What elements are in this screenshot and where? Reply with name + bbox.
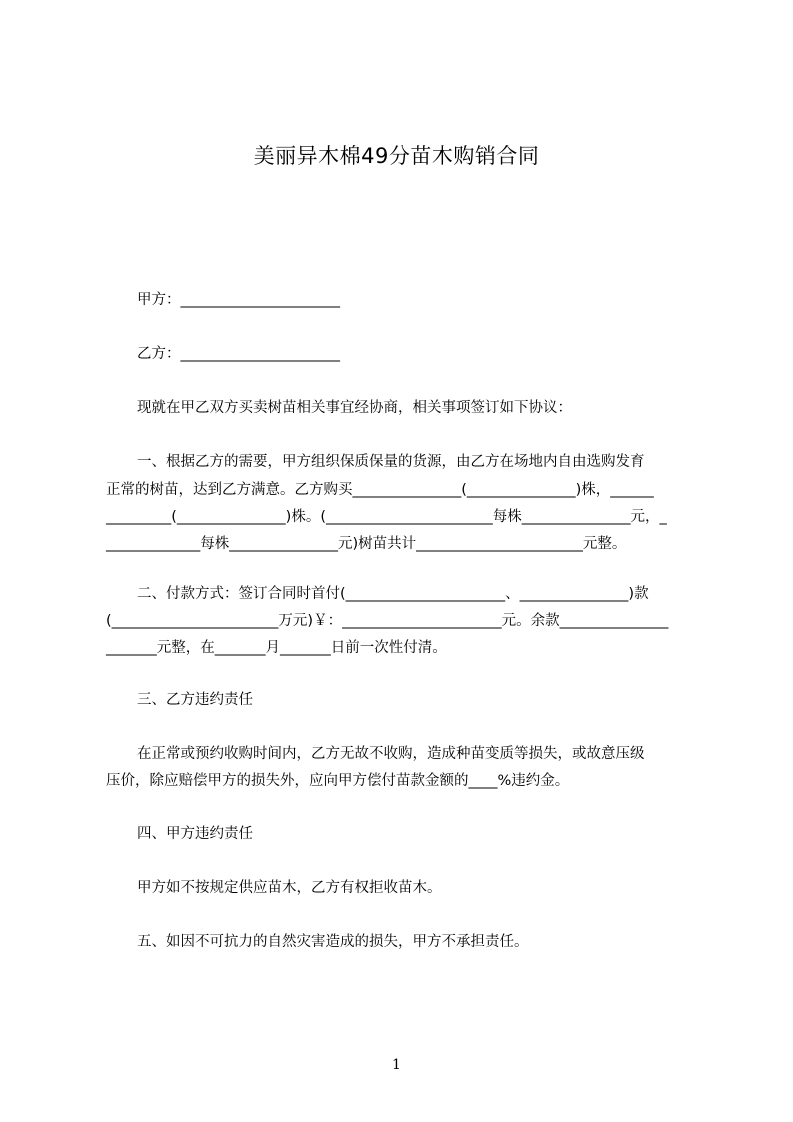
- document-title: 美丽异木棉49分苗木购销合同: [253, 144, 540, 168]
- party-a-line: 甲方：______________________: [137, 292, 340, 308]
- page-number: 1: [392, 1057, 401, 1073]
- section-5-text: 五、如因不可抗力的自然灾害造成的损失，甲方不承担责任。: [137, 934, 529, 950]
- section-4-text: 甲方如不按规定供应苗木，乙方有权拒收苗木。: [137, 880, 442, 896]
- section-1-line: 一、根据乙方的需要，甲方组织保质保量的货源，由乙方在场地内自由选购发育: [137, 454, 645, 470]
- intro-paragraph: 现就在甲乙双方买卖树苗相关事宜经协商，相关事项签订如下协议：: [137, 400, 572, 416]
- section-4-heading: 四、甲方违约责任: [137, 826, 253, 842]
- section-1-line: 正常的树苗，达到乙方满意。乙方购买_______________(_______________)株，______: [106, 482, 654, 498]
- section-3-heading: 三、乙方违约责任: [137, 692, 253, 708]
- section-2-line: _______元整，在_______月_______日前一次性付清。: [106, 640, 447, 656]
- section-2-line: (_______________________万元)￥：______________________元。余款_______________: [106, 613, 669, 629]
- party-b-line: 乙方：______________________: [137, 346, 340, 362]
- section-3-line: 压价，除应赔偿甲方的损失外，应向甲方偿付苗款金额的____%违约金。: [106, 773, 570, 789]
- section-1-line: _________(_______________)株。(_______________________每株_______________元，_: [106, 509, 667, 525]
- section-2-line: 二、付款方式：签订合同时首付(______________________、_______________)款: [137, 586, 649, 602]
- section-3-line: 在正常或预约收购时间内，乙方无故不收购，造成种苗变质等损失，或故意压级: [137, 746, 645, 762]
- section-1-line: _____________每株_______________元)树苗共计_______________________元整。: [106, 536, 627, 552]
